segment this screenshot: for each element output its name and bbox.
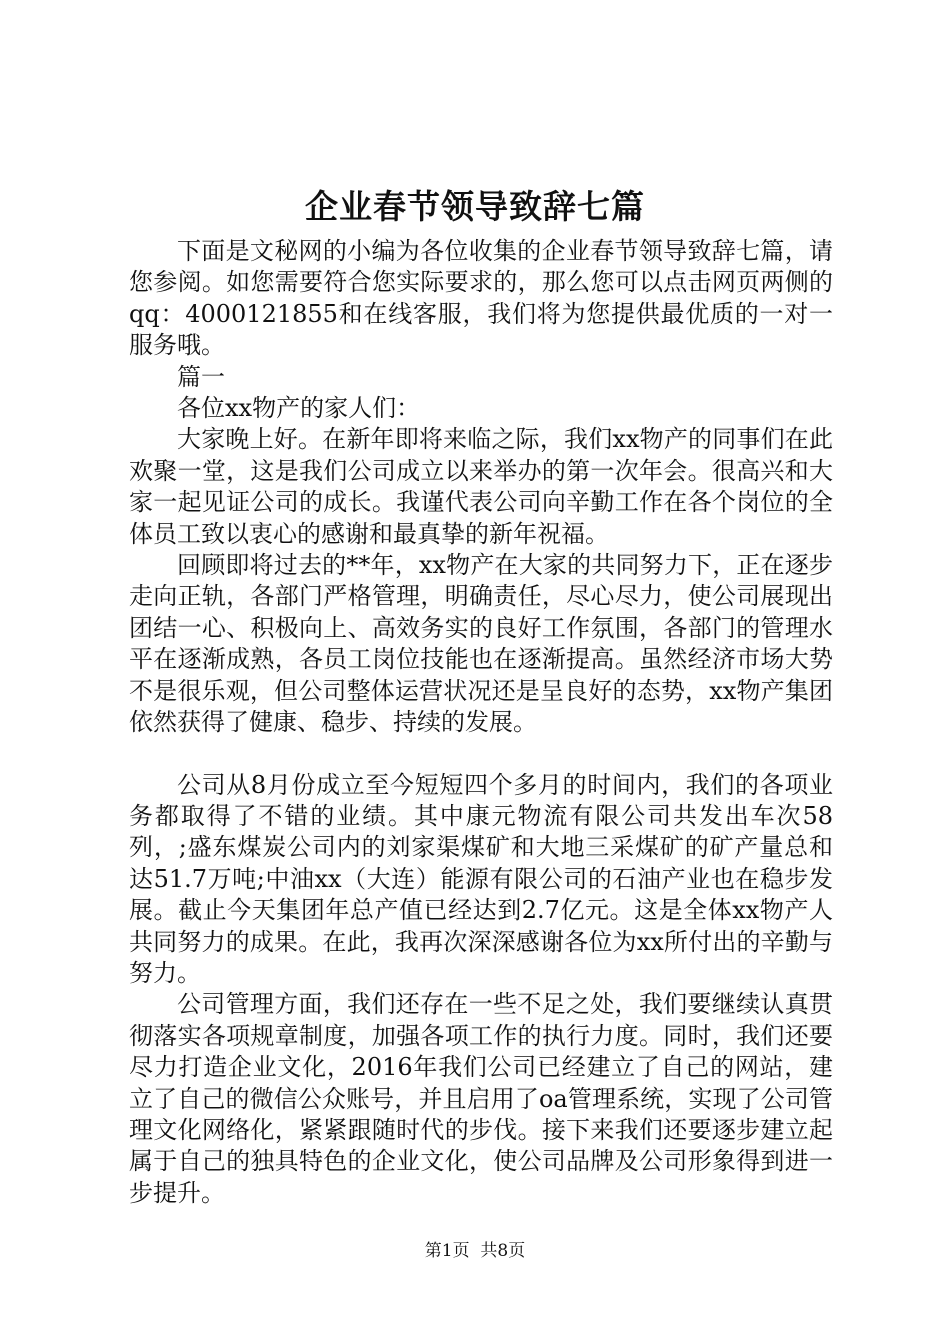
page-number: 第1页 (424, 1241, 470, 1261)
section-heading: 篇一 (177, 362, 225, 391)
salutation-paragraph: 各位xx物产的家人们： (177, 394, 421, 423)
document-body (129, 236, 833, 1209)
document-title: 企业春节领导致辞七篇 (305, 187, 645, 226)
achievements-paragraph: 公司从8月份成立至今短短四个多月的时间内，我们的各项业务都取得了不错的业绩。其中康元物流有限公司共发出车次58列，;盛东煤炭公司内的刘家渠煤矿和大地三采煤矿的矿产量总和达51.7万吨;中油xx（大连）能源有限公司的石油产业也在稳步发展。截止今天集团年总产值已经达到2.7亿元。这是全体xx物产人共同努力的成果。在此，我再次深深感谢各位为xx所付出的辛勤与努力。 (129, 770, 833, 987)
page-total: 共8页 (480, 1241, 526, 1261)
management-paragraph: 公司管理方面，我们还存在一些不足之处，我们要继续认真贯彻落实各项规章制度，加强各项工作的执行力度。同时，我们还要尽力打造企业文化，2016年我们公司已经建立了自己的网站，建立了自己的微信公众账号，并且启用了oa管理系统，实现了公司管理文化网络化，紧紧跟随时代的步伐。接下来我们还要逐步建立起属于自己的独具特色的企业文化，使公司品牌及公司形象得到进一步提升。 (129, 990, 833, 1207)
greeting-paragraph: 大家晚上好。在新年即将来临之际，我们xx物产的同事们在此欢聚一堂，这是我们公司成立以来举办的第一次年会。很高兴和大家一起见证公司的成长。我谨代表公司向辛勤工作在各个岗位的全体员工致以衷心的感谢和最真挚的新年祝福。 (129, 425, 833, 548)
review-paragraph: 回顾即将过去的**年，xx物产在大家的共同努力下，正在逐步走向正轨，各部门严格管理，明确责任，尽心尽力，使公司展现出团结一心、积极向上、高效务实的良好工作氛围，各部门的管理水平在逐渐成熟，各员工岗位技能也在逐渐提高。虽然经济市场大势不是很乐观，但公司整体运营状况还是呈良好的态势，xx物产集团依然获得了健康、稳步、持续的发展。 (129, 551, 833, 737)
intro-paragraph: 下面是文秘网的小编为各位收集的企业春节领导致辞七篇，请您参阅。如您需要符合您实际要求的，那么您可以点击网页两侧的qq：4000121855和在线客服，我们将为您提供最优质的一对一服务哦。 (129, 237, 833, 360)
page-footer (0, 1240, 950, 1262)
